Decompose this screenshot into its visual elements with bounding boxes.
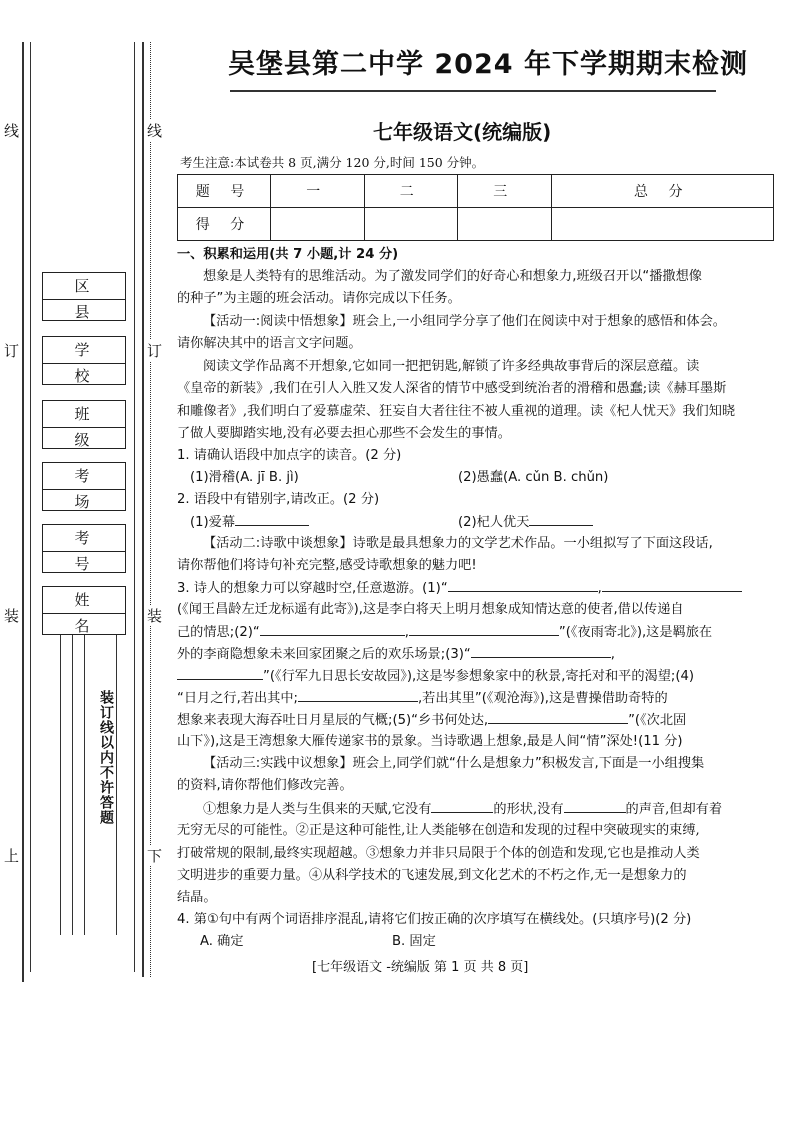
paragraph-line: 的种子”为主题的班会活动。请你完成以下任务。 — [177, 291, 461, 306]
score-cell: 一 — [271, 175, 365, 208]
side-char: 线 — [4, 122, 20, 140]
score-cell: 题 号 — [178, 175, 271, 208]
side-char: 装 — [4, 607, 20, 625]
question-3-line: 己的情思;(2)“ , ”(《夜雨寄北》),这是羁旅在 — [177, 621, 782, 644]
binding-line — [116, 615, 117, 935]
binding-line — [142, 42, 144, 977]
exam-subtitle: 七年级语文(统编版) — [373, 120, 552, 144]
answer-blank[interactable] — [448, 577, 598, 592]
score-table — [177, 174, 774, 241]
binding-line — [134, 42, 135, 972]
title-divider — [230, 90, 716, 92]
cut-line — [150, 42, 151, 977]
answer-blank[interactable] — [235, 511, 309, 526]
exam-room-field[interactable]: 考场 — [42, 462, 126, 511]
question-3-line: 想象来表现大海吞吐日月星辰的气概;(5)“乡书何处达, ”(《次北固 — [177, 709, 782, 732]
answer-blank[interactable] — [602, 577, 742, 592]
exam-title: 吴堡县第二中学 2024 年下学期期末检测 — [228, 49, 748, 80]
question-2-part-1: (1)爱幕 — [190, 511, 450, 534]
answer-blank[interactable] — [488, 709, 628, 724]
school-field[interactable]: 学校 — [42, 336, 126, 385]
score-header-row — [178, 175, 774, 208]
binding-line — [84, 615, 85, 935]
exam-number-field[interactable]: 考号 — [42, 524, 126, 573]
score-input[interactable] — [271, 208, 365, 241]
question-3-line: (《闻王昌龄左迁龙标遥有此寄》),这是李白将天上明月想象成知情达意的使者,借以传递自 — [177, 602, 684, 617]
material-line: 无穷无尽的可能性。②正是这种可能性,让人类能够在创造和发现的过程中突破现实的束缚, — [177, 823, 700, 838]
binding-line — [72, 615, 73, 935]
answer-blank[interactable] — [564, 798, 626, 813]
answer-blank[interactable] — [431, 798, 493, 813]
passage-line: 阅读文学作品离不开想象,它如同一把把钥匙,解锁了许多经典故事背后的深层意蕴。读 — [203, 359, 700, 374]
binding-margin — [0, 0, 175, 990]
answer-blank[interactable] — [298, 687, 418, 702]
material-line: 文明进步的重要力量。④从科学技术的飞速发展,到文化艺术的不朽之作,无一是想象力的 — [177, 868, 687, 883]
answer-blank[interactable] — [409, 621, 559, 636]
material-line: 结晶。 — [177, 890, 217, 905]
score-input[interactable] — [551, 208, 773, 241]
side-char: 装 — [147, 607, 163, 625]
question-2-part-2: (2)杞人优天 — [458, 511, 758, 534]
score-cell: 得 分 — [178, 208, 271, 241]
score-cell: 三 — [458, 175, 552, 208]
binding-line — [22, 42, 24, 982]
district-field[interactable]: 区县 — [42, 272, 126, 321]
question-1-part-1: (1)滑稽(A. jī B. jì) — [190, 470, 299, 485]
paragraph-line: 请你解决其中的语言文字问题。 — [177, 336, 362, 351]
no-answer-note: 装订线以内不许答题 — [98, 690, 114, 825]
paragraph-line: 的资料,请你帮他们修改完善。 — [177, 778, 353, 793]
side-char: 订 — [147, 342, 163, 360]
side-char: 订 — [4, 342, 20, 360]
section-heading: 一、积累和运用(共 7 小题,计 24 分) — [177, 247, 399, 262]
side-char: 下 — [147, 847, 163, 865]
question-4: 4. 第①句中有两个词语排序混乱,请将它们按正确的次序填写在横线处。(只填序号)(2 分) — [177, 912, 692, 927]
answer-blank[interactable] — [529, 511, 593, 526]
binding-line — [60, 615, 61, 935]
activity-heading: 【活动二:诗歌中谈想象】诗歌是最具想象力的文学艺术作品。一小组拟写了下面这段话, — [203, 536, 713, 551]
question-1-part-2: (2)愚蠢(A. cǔn B. chǔn) — [458, 470, 609, 485]
binding-line — [30, 42, 31, 972]
score-value-row — [178, 208, 774, 241]
answer-blank[interactable] — [471, 643, 611, 658]
question-3-line: 山下》),这是王湾想象大雁传递家书的景象。当诗歌遇上想象,最是人间“情”深处!(11 分) — [177, 734, 683, 749]
question-1: 1. 请确认语段中加点字的读音。(2 分) — [177, 448, 402, 463]
material-line: ①想象力是人类与生俱来的天赋,它没有 的形状,没有 的声音,但却有着 — [177, 798, 794, 821]
score-cell: 二 — [364, 175, 458, 208]
side-char: 线 — [147, 122, 163, 140]
passage-line: 了做人要脚踏实地,没有必要去担心那些不会发生的事情。 — [177, 426, 511, 441]
page-footer: [七年级语文 -统编版 第 1 页 共 8 页] — [312, 960, 529, 975]
paragraph-line: 请你帮他们将诗句补充完整,感受诗歌想象的魅力吧! — [177, 558, 477, 573]
score-input[interactable] — [364, 208, 458, 241]
activity-heading: 【活动三:实践中议想象】班会上,同学们就“什么是想象力”积极发言,下面是一小组搜集 — [203, 756, 705, 771]
passage-line: 和雕像者》,我们明白了爱慕虚荣、狂妄自大者往往不被人重视的道理。读《杞人忧天》我们知晓 — [177, 404, 736, 419]
question-2: 2. 语段中有错别字,请改正。(2 分) — [177, 492, 380, 507]
question-3-line: “日月之行,若出其中; ,若出其里”(《观沧海》),这是曹操借助奇特的 — [177, 687, 782, 710]
answer-blank[interactable] — [177, 665, 263, 680]
question-3: 3. 诗人的想象力可以穿越时空,任意遨游。(1)“ , — [177, 577, 782, 600]
material-line: 打破常规的限制,最终实现超越。③想象力并非只局限于个体的创造和发现,它也是推动人类 — [177, 846, 700, 861]
activity-heading: 【活动一:阅读中悟想象】班会上,一小组同学分享了他们在阅读中对于想象的感悟和体会。 — [203, 314, 726, 329]
answer-blank[interactable] — [260, 621, 405, 636]
question-3-line: ”(《行军九日思长安故园》),这是岑参想象家中的秋景,寄托对和平的渴望;(4) — [177, 665, 782, 688]
exam-note: 考生注意:本试卷共 8 页,满分 120 分,时间 150 分钟。 — [180, 155, 485, 170]
name-field[interactable]: 姓名 — [42, 586, 126, 635]
question-3-line: 外的李商隐想象未来回家团聚之后的欢乐场景;(3)“ , — [177, 643, 782, 666]
paragraph-line: 想象是人类特有的思维活动。为了激发同学们的好奇心和想象力,班级召开以“播撒想像 — [203, 269, 702, 284]
side-char: 上 — [4, 847, 20, 865]
class-field[interactable]: 班级 — [42, 400, 126, 449]
score-cell: 总 分 — [551, 175, 773, 208]
score-input[interactable] — [458, 208, 552, 241]
option-a: A. 确定 — [200, 934, 244, 949]
passage-line: 《皇帝的新装》,我们在引人入胜又发人深省的情节中感受到统治者的滑稽和愚蠢;读《赫耳墨斯 — [177, 381, 727, 396]
option-b: B. 固定 — [392, 934, 436, 949]
